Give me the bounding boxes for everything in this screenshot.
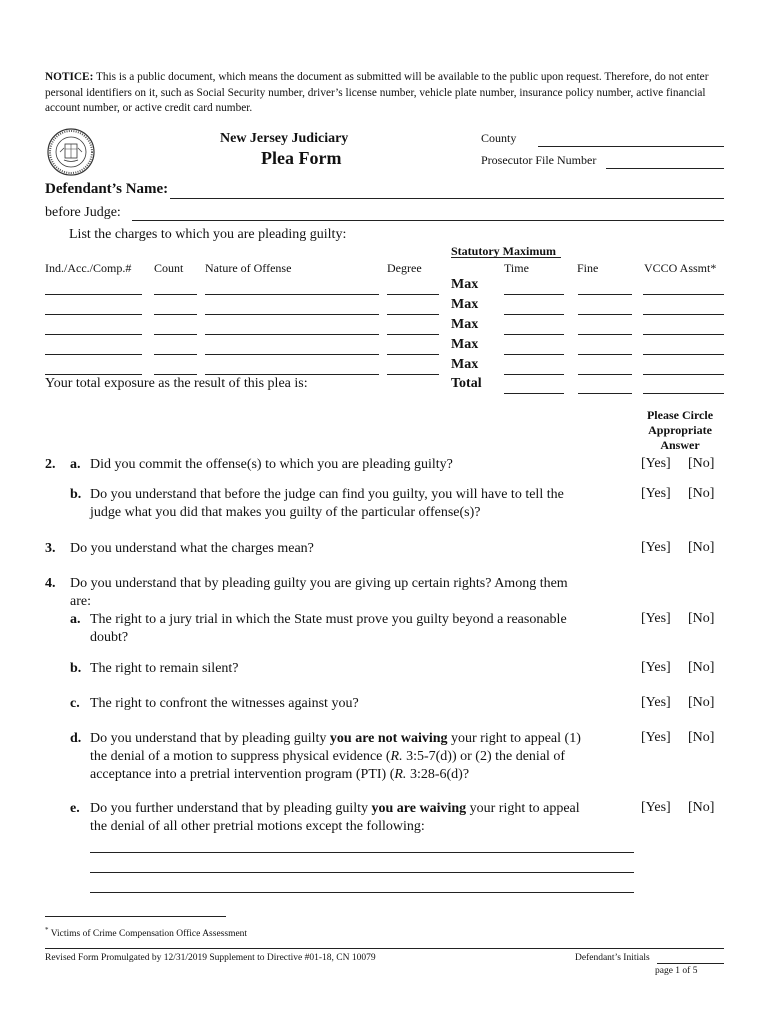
col-offense: Nature of Offense [205, 261, 292, 275]
ind-field[interactable] [45, 294, 142, 295]
total-label: Total [451, 376, 482, 391]
q4c-letter: c. [70, 696, 80, 711]
exception-line[interactable] [90, 872, 634, 873]
max-label: Max [451, 297, 479, 312]
county-field[interactable] [538, 146, 724, 147]
col-fine: Fine [577, 261, 599, 275]
judiciary-seal-icon [47, 128, 95, 176]
prosecutor-file-label: Prosecutor File Number [481, 153, 597, 167]
q3-text: Do you understand what the charges mean? [70, 541, 314, 556]
degree-field[interactable] [387, 374, 439, 375]
degree-field[interactable] [387, 314, 439, 315]
q4d-2r: R. [390, 749, 403, 764]
q4d-text-1 [90, 730, 581, 748]
question-2-number [45, 456, 56, 474]
time-field[interactable] [504, 314, 564, 315]
degree-field[interactable] [387, 294, 439, 295]
answer-no[interactable]: [No] [688, 730, 715, 745]
footnote-rule [45, 916, 226, 917]
exposure-label: Your total exposure as the result of this plea is: [45, 376, 308, 391]
footer-rule [45, 948, 724, 949]
defendant-name-field[interactable] [170, 198, 724, 199]
total-time-field[interactable] [504, 393, 564, 394]
ind-field[interactable] [45, 374, 142, 375]
offense-field[interactable] [205, 314, 379, 315]
time-field[interactable] [504, 354, 564, 355]
q4d-bold: you are not waiving [329, 731, 448, 746]
judge-label: before Judge: [45, 205, 121, 220]
q4d-2a: the denial of a motion to suppress physical evidence ( [90, 749, 391, 764]
max-label: Max [451, 337, 479, 352]
ind-field[interactable] [45, 314, 142, 315]
answer-yes[interactable]: [Yes] [641, 540, 671, 555]
answer-no[interactable]: [No] [688, 695, 715, 710]
q4d-post: your right to appeal (1) [447, 731, 581, 746]
org-name: New Jersey Judiciary [220, 131, 349, 146]
total-fine-field[interactable] [578, 393, 632, 394]
footnote-mark: * [45, 926, 49, 934]
q2a-text: Did you commit the offense(s) to which you are pleading guilty? [90, 457, 453, 472]
count-field[interactable] [154, 374, 197, 375]
col-degree: Degree [387, 261, 422, 275]
q4e-bold: you are waiving [371, 801, 467, 816]
vcco-field[interactable] [643, 374, 724, 375]
fine-field[interactable] [578, 334, 632, 335]
fine-field[interactable] [578, 294, 632, 295]
count-field[interactable] [154, 294, 197, 295]
defendant-name-label: Defendant’s Name: [45, 181, 169, 197]
fine-field[interactable] [578, 354, 632, 355]
time-field[interactable] [504, 374, 564, 375]
exception-line[interactable] [90, 892, 634, 893]
footnote-text: Victims of Crime Compensation Office Assessment [48, 929, 248, 940]
q4e-pre: Do you further understand that by pleading guilty [90, 801, 372, 816]
offense-field[interactable] [205, 294, 379, 295]
answer-yes[interactable]: [Yes] [641, 456, 671, 471]
answer-yes[interactable]: [Yes] [641, 660, 671, 675]
q2-number: 2. [45, 457, 56, 472]
ind-field[interactable] [45, 334, 142, 335]
q4d-2b: 3:5-7(d)) or (2) the denial of [402, 749, 566, 764]
q4e-post: your right to appeal [466, 801, 580, 816]
col-ind: Ind./Acc./Comp.# [45, 261, 132, 275]
vcco-field[interactable] [643, 314, 724, 315]
count-field[interactable] [154, 334, 197, 335]
max-label: Max [451, 277, 479, 292]
q2a-letter: a. [70, 457, 81, 472]
degree-field[interactable] [387, 354, 439, 355]
q4a-text-1: The right to a jury trial in which the State must prove you guilty beyond a reasonable [90, 612, 567, 627]
exception-line[interactable] [90, 852, 634, 853]
count-field[interactable] [154, 314, 197, 315]
answer-yes[interactable]: [Yes] [641, 611, 671, 626]
degree-field[interactable] [387, 334, 439, 335]
q3-number: 3. [45, 541, 56, 556]
q4b-letter: b. [70, 661, 82, 676]
offense-field[interactable] [205, 374, 379, 375]
vcco-field[interactable] [643, 334, 724, 335]
answer-no[interactable]: [No] [688, 456, 715, 471]
initials-label: Defendant’s Initials [575, 953, 650, 963]
form-title: Plea Form [261, 148, 342, 168]
q4-text-2: are: [70, 594, 91, 609]
time-field[interactable] [504, 294, 564, 295]
judge-field[interactable] [132, 220, 724, 221]
answer-yes[interactable]: [Yes] [641, 486, 671, 501]
prosecutor-file-field[interactable] [606, 168, 724, 169]
q4a-letter: a. [70, 612, 81, 627]
statutory-maximum-label: Statutory Maximum [451, 244, 556, 258]
q2b-text-1: Do you understand that before the judge can find you guilty, you will have to tell the [90, 487, 564, 502]
circle-answer-header [630, 408, 730, 453]
answer-no[interactable]: [No] [688, 660, 715, 675]
vcco-field[interactable] [643, 354, 724, 355]
public-notice [45, 70, 735, 117]
max-label: Max [451, 357, 479, 372]
total-vcco-field[interactable] [643, 393, 724, 394]
circle-header-line: Answer [660, 438, 700, 452]
col-time: Time [504, 261, 529, 275]
q4d-3a: acceptance into a pretrial intervention program (PTI) ( [90, 767, 395, 782]
answer-yes[interactable]: [Yes] [641, 800, 671, 815]
q4d-3r: R. [394, 767, 407, 782]
fine-field[interactable] [578, 374, 632, 375]
ind-field[interactable] [45, 354, 142, 355]
notice-text: This is a public document, which means the document as submitted will be available to the public upon request. Therefore, do not enter personal identifiers on it, such as Social Security number, driver’s license number, vehicle plate number, insurance policy number, active financial account number, or active credit card number. [45, 71, 709, 114]
q4d-letter: d. [70, 731, 82, 746]
q2b-text-2: judge what you did that makes you guilty of the particular offense(s)? [90, 505, 481, 520]
footnote [45, 926, 247, 939]
q4d-pre: Do you understand that by pleading guilty [90, 731, 330, 746]
charges-intro: List the charges to which you are pleading guilty: [69, 227, 347, 242]
offense-field[interactable] [205, 354, 379, 355]
answer-yes[interactable]: [Yes] [641, 730, 671, 745]
county-label: County [481, 131, 517, 145]
count-field[interactable] [154, 354, 197, 355]
q4d-text-3 [90, 766, 469, 784]
answer-no[interactable]: [No] [688, 540, 715, 555]
fine-field[interactable] [578, 314, 632, 315]
initials-field[interactable] [657, 963, 724, 964]
max-label: Max [451, 317, 479, 332]
offense-field[interactable] [205, 334, 379, 335]
page-number: page 1 of 5 [655, 966, 698, 976]
notice-label: NOTICE: [45, 71, 94, 83]
q4e-text-1 [90, 800, 580, 818]
circle-header-line: Appropriate [648, 423, 712, 437]
q4e-text-2: the denial of all other pretrial motions except the following: [90, 819, 425, 834]
q4d-3b: 3:28-6(d)? [406, 767, 470, 782]
col-vcco: VCCO Assmt* [644, 261, 717, 275]
answer-yes[interactable]: [Yes] [641, 695, 671, 710]
answer-no[interactable]: [No] [688, 486, 715, 501]
circle-header-line: Please Circle [646, 408, 714, 422]
q4c-text: The right to confront the witnesses against you? [90, 696, 359, 711]
q4-number: 4. [45, 576, 56, 591]
q4e-letter: e. [70, 801, 80, 816]
statutory-underline [451, 257, 561, 258]
q4-text-1: Do you understand that by pleading guilty you are giving up certain rights? Among them [70, 576, 568, 591]
q2b-letter: b. [70, 487, 82, 502]
answer-no[interactable]: [No] [688, 611, 715, 626]
q4d-text-2 [90, 748, 565, 766]
revised-form-note: Revised Form Promulgated by 12/31/2019 Supplement to Directive #01-18, CN 10079 [45, 953, 376, 963]
col-count: Count [154, 261, 184, 275]
q4a-text-2: doubt? [90, 630, 129, 645]
q4b-text: The right to remain silent? [90, 661, 239, 676]
answer-no[interactable]: [No] [688, 800, 715, 815]
vcco-field[interactable] [643, 294, 724, 295]
time-field[interactable] [504, 334, 564, 335]
